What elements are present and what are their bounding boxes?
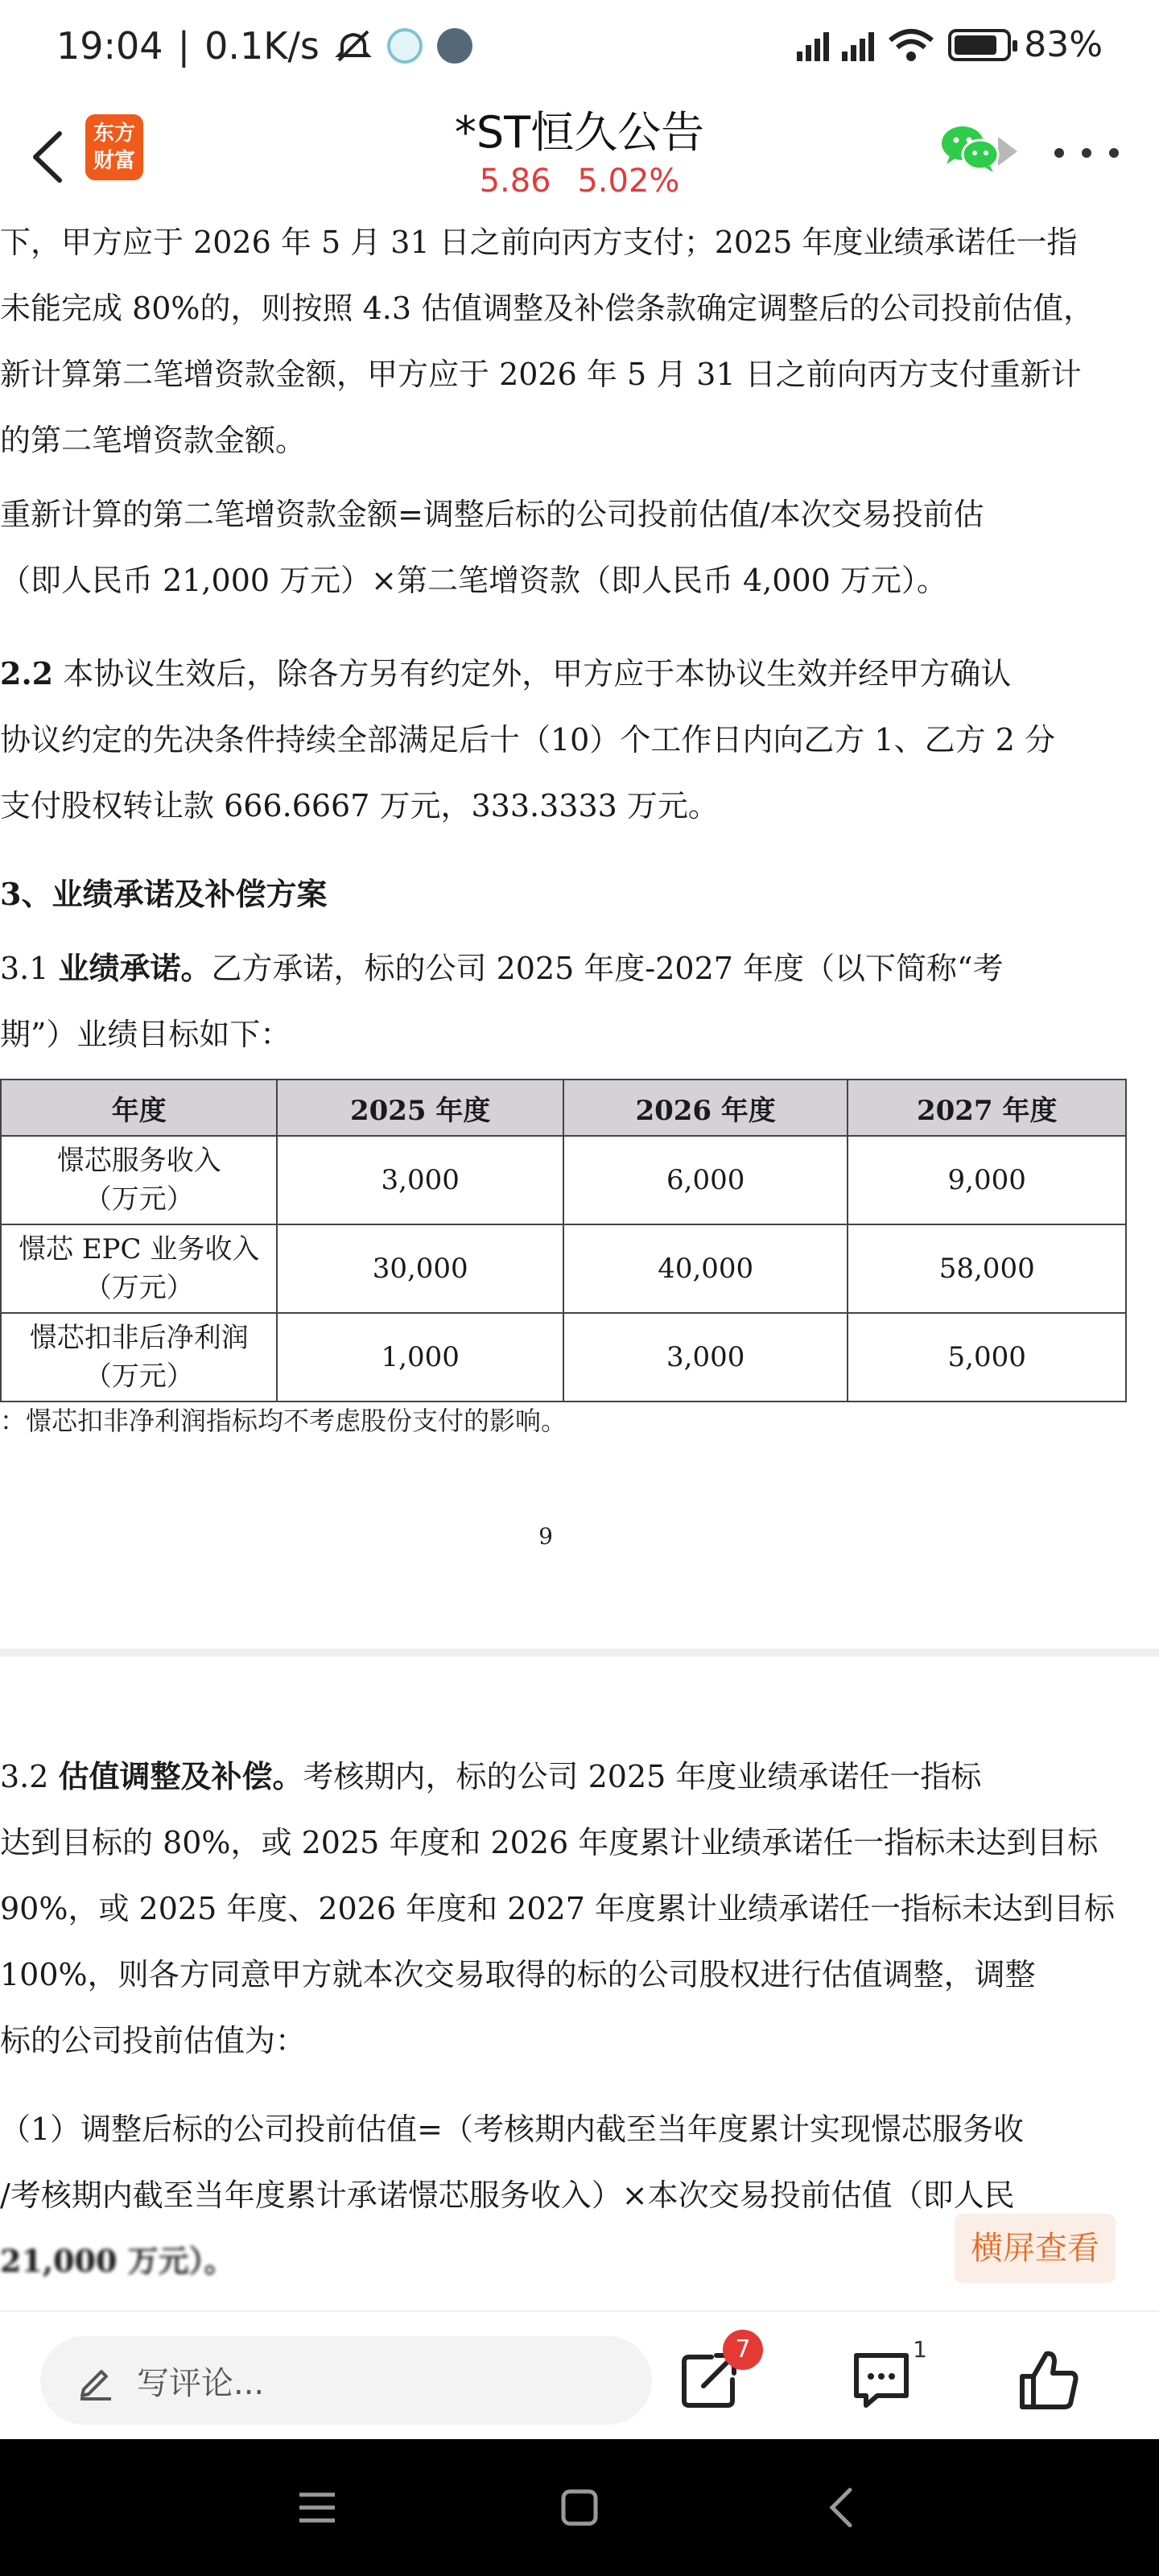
wifi-icon — [887, 27, 935, 63]
app-notification-icon-2 — [437, 28, 472, 64]
performance-table — [0, 1079, 1127, 1402]
table-cell-label: 憬芯扣非后净利润 （万元） — [1, 1313, 277, 1402]
table-header: 2027 年度 — [848, 1080, 1126, 1136]
comment-input[interactable] — [40, 2336, 652, 2425]
comment-icon — [845, 2344, 918, 2417]
paragraph-2: 重新计算的第二笔增资款金额=调整后标的公司投前估值/本次交易投前估 （即人民币 21,000 万元）×第二笔增资款（即人民币 4,000 万元）。 — [0, 497, 984, 598]
table-cell: 9,000 — [848, 1136, 1126, 1224]
paragraph-1: 下，甲方应于 2026 年 5 月 31 日之前向丙方支付；2025 年度业绩承诺任一指 未能完成 80%的，则按照 4.3 估值调整及补偿条款确定调整后的公司投前估值， 新计算第二笔增资款金额，甲方应于 2026 年 5 月 31 日之前向丙方支付重新计 的第二笔增资款金额。 — [0, 225, 1095, 458]
thumbs-up-icon — [1013, 2344, 1085, 2417]
app-logo[interactable]: 东方 财富 — [85, 114, 143, 180]
table-cell: 40,000 — [563, 1224, 848, 1313]
stock-title[interactable] — [338, 105, 821, 201]
table-cell: 5,000 — [848, 1313, 1126, 1402]
bottom-bar — [0, 2310, 1159, 2439]
network-speed: 0.1K/s — [204, 24, 320, 68]
share-badge: 7 — [723, 2330, 763, 2370]
menu-icon[interactable] — [293, 2483, 341, 2532]
landscape-view-button[interactable]: 横屏查看 — [955, 2214, 1116, 2283]
more-button[interactable] — [1054, 129, 1119, 177]
wechat-icon — [938, 121, 1003, 177]
stock-change: 5.02% — [577, 163, 680, 200]
table-cell-label: 憬芯服务收入 （万元） — [1, 1136, 277, 1224]
status-time: 19:04 — [56, 24, 163, 68]
table-row — [1, 1136, 1126, 1224]
page-title: *ST恒久公告 — [454, 107, 705, 158]
home-icon[interactable] — [555, 2483, 604, 2532]
pencil-icon — [76, 2360, 116, 2401]
back-button[interactable] — [19, 129, 76, 185]
stock-quote — [338, 161, 821, 201]
like-button[interactable] — [1013, 2344, 1085, 2417]
table-header: 2025 年度 — [277, 1080, 563, 1136]
table-cell: 30,000 — [277, 1224, 563, 1313]
section-3-1: 3.1 业绩承诺。乙方承诺，标的公司 2025 年度-2027 年度（以下简称“考 期”）业绩目标如下： — [0, 950, 1004, 1052]
table-row — [1, 1224, 1126, 1313]
battery-level — [955, 35, 996, 55]
comment-count: 1 — [913, 2336, 927, 2363]
table-cell-label: 憬芯 EPC 业务收入 （万元） — [1, 1224, 277, 1313]
signal-icon-2 — [842, 29, 874, 61]
comments-button[interactable] — [845, 2336, 927, 2417]
battery-percent: 83% — [1024, 24, 1103, 65]
app-notification-icon — [387, 28, 423, 64]
table-header: 2026 年度 — [563, 1080, 848, 1136]
more-icon — [1054, 148, 1064, 158]
mute-icon — [334, 28, 373, 64]
status-bar — [0, 0, 1159, 105]
table-header-row — [1, 1080, 1126, 1136]
status-right — [797, 24, 1103, 65]
paragraph-3: 2.2 本协议生效后，除各方另有约定外，甲方应于本协议生效并经甲方确认 协议约定的先决条件持续全部满足后十（10）个工作日内向乙方 1、乙方 2 分 支付股权转让款 666.6667 万元，333.3333 万元。 — [0, 655, 1055, 824]
system-nav-bar — [0, 2439, 1159, 2576]
page-divider — [0, 1649, 1159, 1657]
table-cell: 6,000 — [563, 1136, 848, 1224]
table-row — [1, 1313, 1126, 1402]
nav-bar — [0, 105, 1159, 209]
back-icon — [27, 129, 68, 185]
section-3-2: 3.2 估值调整及补偿。考核期内，标的公司 2025 年度业绩承诺任一指标 达到目标的 80%，或 2025 年度和 2026 年度累计业绩承诺任一指标未达到目标 90%，或 2025 年度、2026 年度和 2027 年度累计业绩承诺任一指标未达到目标 100%，则各方同意甲方就本次交易取得的标的公司股权进行估值调整，调整 标的公司投前估值为： — [0, 1758, 1115, 2058]
comment-placeholder: 写评论... — [137, 2364, 265, 2402]
signal-icon — [797, 29, 829, 61]
table-cell: 3,000 — [563, 1313, 848, 1402]
section-3-heading: 3、业绩承诺及补偿方案 — [0, 876, 328, 912]
wechat-share-button[interactable] — [938, 121, 1003, 177]
stock-price: 5.86 — [479, 163, 551, 200]
formula-paragraph: （1）调整后标的公司投前估值=（考核期内截至当年度累计实现憬芯服务收 /考核期内截至当年度累计承诺憬芯服务收入）×本次交易投前估值（即人民 21,000 万元）。 — [0, 2112, 1025, 2279]
table-cell: 3,000 — [277, 1136, 563, 1224]
table-cell: 58,000 — [848, 1224, 1126, 1313]
back-nav-icon[interactable] — [818, 2483, 866, 2532]
page-number: 9 — [538, 1523, 553, 1550]
share-button[interactable] — [674, 2335, 751, 2417]
status-left: 19:04 | 0.1K/s — [56, 24, 472, 68]
table-header: 年度 — [1, 1080, 277, 1136]
table-cell: 1,000 — [277, 1313, 563, 1402]
battery-icon — [948, 29, 1011, 61]
table-footnote: ：憬芯扣非净利润指标均不考虑股份支付的影响。 — [0, 1406, 567, 1436]
